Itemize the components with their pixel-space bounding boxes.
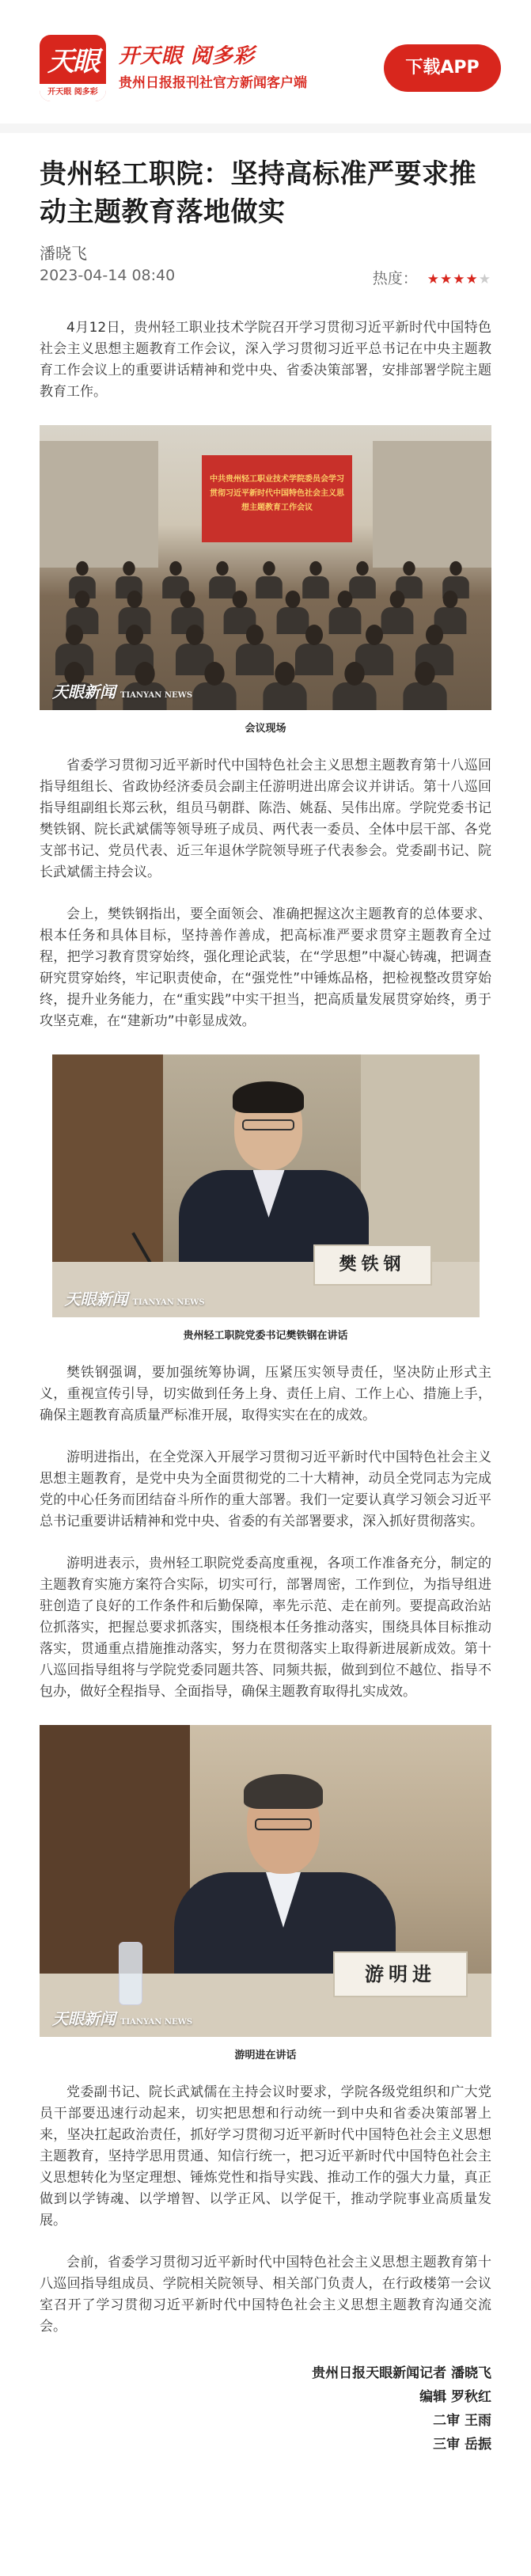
star-filled-icon: ★ <box>427 272 440 287</box>
editor-credit: 编辑 罗秋红 <box>419 2389 491 2405</box>
brand-subtitle: 贵州日报报刊社官方新闻客户端 <box>119 75 307 91</box>
photo-block <box>40 425 491 735</box>
star-filled-icon: ★ <box>440 272 453 287</box>
paragraph: 4月12日，贵州轻工职业技术学院召开学习贯彻习近平新时代中国特色社会主义思想主题教育工作会议，深入学习贯彻习近平总书记在中央主题教育工作会议上的重要讲话精神和党中央、省委决策部署，安排部署学院主题教育工作。 <box>40 320 491 400</box>
speaker-photo[interactable] <box>52 1054 480 1317</box>
download-app-button[interactable]: 下载APP <box>384 44 501 92</box>
paragraph: 省委学习贯彻习近平新时代中国特色社会主义思想主题教育第十八巡回指导组组长、省政协经济委员会副主任游明进出席会议并讲话。第十八巡回指导组副组长郑云秋，组员马朝群、陈浩、姚磊、吴伟出席。学院党委书记樊铁钢、院长武斌儒等领导班子成员、两代表一委员、全体中层干部、各党支部书记、党员代表、近三年退休学院领导班子代表参会。党委副书记、院长武斌儒主持会议。 <box>40 758 491 880</box>
star-empty-icon: ★ <box>478 272 491 287</box>
paragraph: 会上，樊铁钢指出，要全面领会、准确把握这次主题教育的总体要求、根本任务和具体目标，坚持善作善成，把高标准严要求贯穿主题教育全过程，把学习教育贯穿始终，强化理论武装，在“学思想”中凝心铸魂，把调查研究贯穿始终，牢记职责使命，在“强党性”中锤炼品格，把检视整改贯穿始终，提升业务能力，在“重实践”中实干担当，把高质量发展贯穿始终，勇于攻坚克难，在“建新功”中彰显成效。 <box>40 906 491 1029</box>
meeting-photo[interactable] <box>40 425 491 710</box>
article-body <box>0 155 531 2488</box>
paragraph: 会前，省委学习贯彻习近平新时代中国特色社会主义思想主题教育第十八巡回指导组成员、学院相关院领导、相关部门负责人，在行政楼第一会议室召开了学习贯彻习近平新时代中国特色社会主义思想主题教育沟通交流会。 <box>40 2255 491 2335</box>
paragraph: 游明进指出，在全党深入开展学习贯彻习近平新时代中国特色社会主义思想主题教育，是党中央为全面贯彻党的二十大精神，动员全党同志为完成党的中心任务而团结奋斗所作的重大部署。我们一定要认真学习领会习近平总书记重要讲话精神和党中央、省委的有关部署要求，深入抓好贯彻落实。 <box>40 1449 491 1529</box>
star-filled-icon: ★ <box>465 272 479 287</box>
watermark-logo: 天眼新闻 TIANYAN NEWS <box>52 2009 193 2028</box>
brand-slogan: 开天眼 阅多彩 <box>119 44 256 68</box>
app-header <box>0 0 531 133</box>
article-author: 潘晓飞 <box>40 244 87 263</box>
photo-caption: 游明进在讲话 <box>234 2050 297 2061</box>
nameplate: 游明进 <box>333 1951 468 1997</box>
app-logo[interactable] <box>40 35 106 101</box>
article-title: 贵州轻工职院：坚持高标准严要求推动主题教育落地做实 <box>40 158 476 228</box>
reporter-credit: 贵州日报天眼新闻记者 潘晓飞 <box>312 2365 491 2381</box>
logo-tagline: 开天眼 阅多彩 <box>40 84 106 101</box>
photo-block <box>40 1725 491 2061</box>
speaker-photo[interactable] <box>40 1725 491 2037</box>
logo-mark: 天眼 <box>47 46 98 78</box>
heat-stars <box>427 270 491 287</box>
article-credits <box>40 2361 491 2488</box>
article-meta <box>40 267 491 291</box>
paragraph: 樊铁钢强调，要加强统筹协调，压紧压实领导责任，坚决防止形式主义，重视宣传引导，切实做到任务上身、责任上肩、工作上心、措施上手，确保主题教育高质量严标准开展，取得实实在在的成效。 <box>40 1365 491 1423</box>
star-filled-icon: ★ <box>453 272 466 287</box>
publish-date: 2023-04-14 08:40 <box>40 267 176 284</box>
nameplate: 樊铁钢 <box>313 1244 432 1286</box>
photo-caption: 会议现场 <box>245 723 286 735</box>
paragraph: 党委副书记、院长武斌儒在主持会议时要求，学院各级党组织和广大党员干部要迅速行动起来，切实把思想和行动统一到中央和省委决策部署上来，坚决扛起政治责任，抓好学习贯彻习近平新时代中国特色社会主义思想主题教育，坚持学思用贯通、知信行统一，把习近平新时代中国特色社会主义思想转化为坚定理想、锤炼党性和指导实践、推动工作的强大力量，真正做到以学铸魂、以学增智、以学正风、以学促干，推动学院事业高质量发展。 <box>40 2084 491 2228</box>
photo-caption: 贵州轻工职院党委书记樊铁钢在讲话 <box>183 1330 348 1342</box>
stage-screen-text: 中共贵州轻工职业技术学院委员会学习贯彻习近平新时代中国特色社会主义思想主题教育工作会议 <box>210 475 344 512</box>
second-review-credit: 二审 王雨 <box>433 2413 491 2429</box>
watermark-logo: 天眼新闻 TIANYAN NEWS <box>52 682 193 701</box>
third-review-credit: 三审 岳振 <box>433 2437 491 2453</box>
watermark-logo: 天眼新闻 TIANYAN NEWS <box>64 1290 205 1309</box>
heat-rating <box>373 267 491 288</box>
water-bottle-icon <box>119 1942 142 2005</box>
photo-block <box>40 1054 491 1342</box>
paragraph: 游明进表示，贵州轻工职院党委高度重视，各项工作准备充分，制定的主题教育实施方案符合实际，切实可行，部署周密，工作到位，为指导组进驻创造了良好的工作条件和后勤保障，率先示范、走在前列。要提高政治站位抓落实，把握总要求抓落实，围绕根本任务推动落实，围绕具体目标推动落实，贯通重点措施推动落实，努力在贯彻落实上取得新进展新成效。第十八巡回指导组将与学院党委同题共答、同频共振，做到到位不越位、指导不包办，做好全程指导、全面指导，确保主题教育取得扎实成效。 <box>40 1556 491 1700</box>
heat-label: 热度： <box>372 270 418 287</box>
